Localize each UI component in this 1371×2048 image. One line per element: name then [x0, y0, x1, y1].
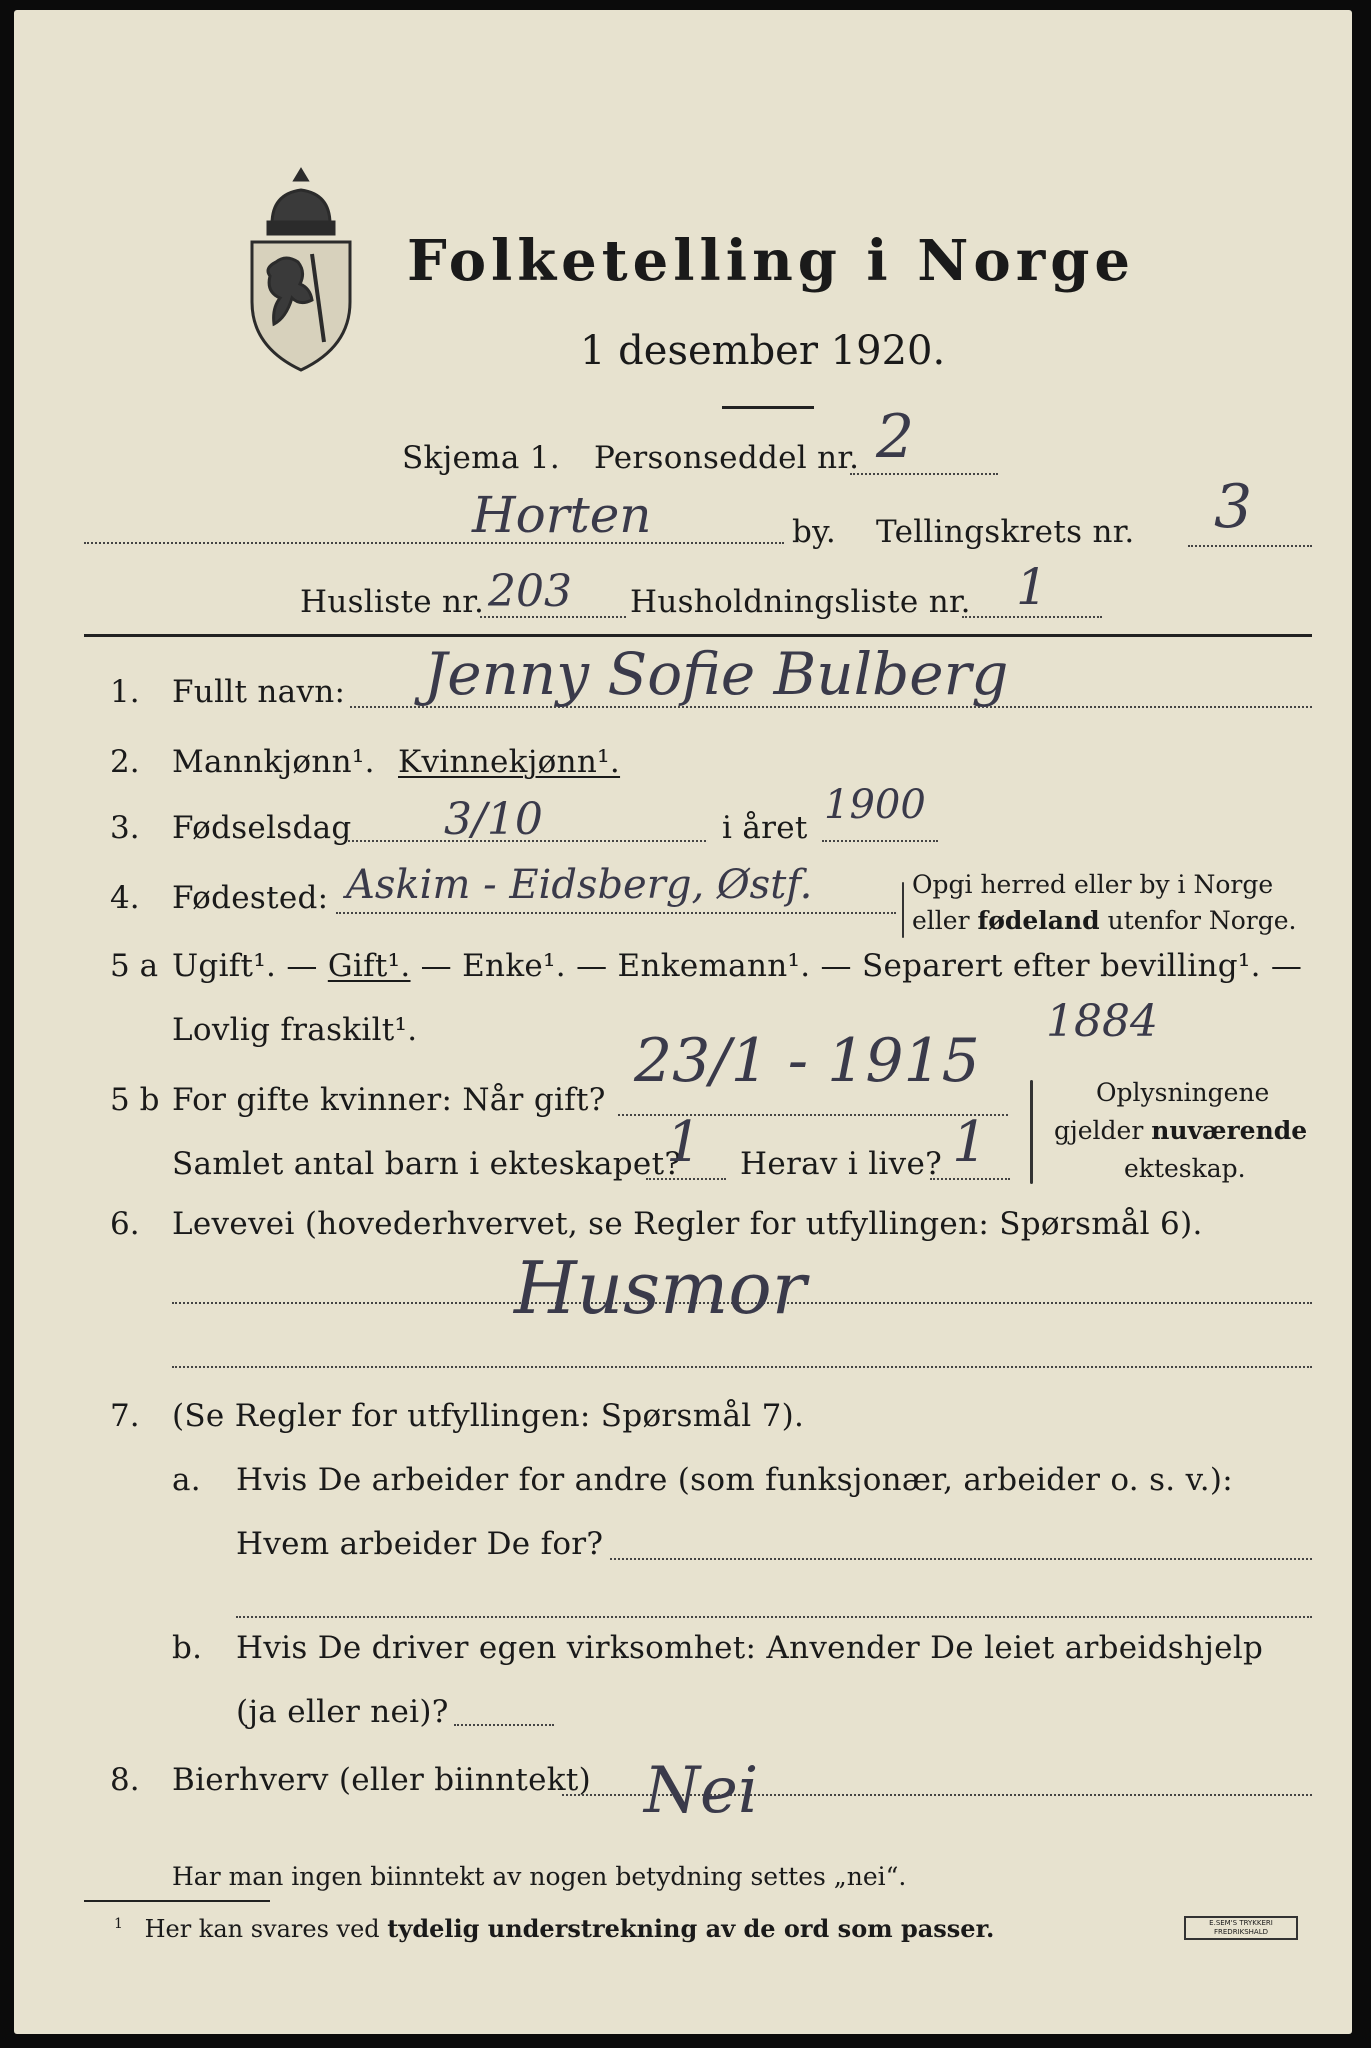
q7a-dots-2	[236, 1616, 1312, 1618]
q5a-sep1: —	[276, 948, 328, 984]
q4-note-2a: eller	[912, 906, 978, 935]
q5a-sep2: —	[410, 948, 463, 984]
husholdning-value: 1	[1016, 558, 1048, 616]
printer-stamp	[1184, 1916, 1298, 1940]
husliste-label: Husliste nr.	[300, 584, 485, 620]
q4-number: 4.	[110, 880, 140, 916]
q8-label: Bierhverv (eller biinntekt)	[172, 1762, 592, 1798]
q2-number: 2.	[110, 744, 140, 780]
q4-note-2c: utenfor Norge.	[1099, 906, 1297, 935]
q6-label: Levevei (hovederhvervet, se Regler for utfyllingen: Spørsmål 6).	[172, 1206, 1203, 1242]
q5b-note-line3: ekteskap.	[1124, 1154, 1246, 1183]
q5b-note-2b: nuværende	[1151, 1116, 1308, 1145]
census-form	[14, 10, 1352, 2034]
tellingskrets-label: Tellingskrets nr.	[876, 514, 1135, 550]
q4-value: Askim - Eidsberg, Østf.	[346, 862, 813, 908]
q8-number: 8.	[110, 1762, 140, 1798]
by-label: by.	[792, 514, 836, 550]
q3-year-value: 1900	[824, 782, 926, 828]
q5a-enke: Enke¹.	[462, 948, 566, 984]
q5b-note-line1: Oplysningene	[1096, 1078, 1270, 1107]
q2-male: Mannkjønn¹.	[172, 744, 375, 780]
tellingskrets-dots	[1188, 545, 1312, 547]
q3-day-value: 3/10	[444, 794, 543, 845]
q1-value: Jenny Sofie Bulberg	[424, 640, 1009, 708]
q3-year-dots	[822, 840, 938, 842]
city-value: Horten	[472, 486, 652, 544]
q5b-barn-value: 1	[666, 1110, 702, 1175]
q5a-ugift: Ugift¹.	[172, 948, 277, 984]
q3-label: Fødselsdag	[172, 810, 352, 846]
q4-note-line1: Opgi herred eller by i Norge	[912, 870, 1274, 899]
q5a-separert: Separert efter bevilling¹.	[861, 948, 1261, 984]
q4-dots	[336, 912, 896, 914]
q4-label: Fødested:	[172, 880, 329, 916]
schema-label: Skjema 1.	[402, 440, 560, 476]
q7-number: 7.	[110, 1398, 140, 1434]
printer-line1: E.SEM'S TRYKKERI	[1209, 1919, 1273, 1927]
q7b-question: (ja eller nei)?	[236, 1694, 449, 1730]
q8-note: Har man ingen biinntekt av nogen betydning settes „nei“.	[172, 1862, 907, 1891]
q3-year-label: i året	[722, 810, 808, 846]
q7-label: (Se Regler for utfyllingen: Spørsmål 7).	[172, 1398, 805, 1434]
q7a-question: Hvem arbeider De for?	[236, 1526, 604, 1562]
q5a-gift: Gift¹.	[327, 948, 411, 984]
q5b-gift-value: 23/1 - 1915	[634, 1026, 980, 1096]
q5a-enkemann: Enkemann¹.	[617, 948, 811, 984]
q5b-barn-label: Samlet antal barn i ekteskapet?	[172, 1146, 682, 1182]
q7b-dots	[454, 1724, 554, 1726]
q6-dots-2	[172, 1366, 1312, 1368]
tellingskrets-value: 3	[1214, 472, 1253, 542]
q5a-fraskilt: Lovlig fraskilt¹.	[172, 1012, 418, 1048]
city-dots	[84, 542, 784, 544]
q7a-letter: a.	[172, 1462, 201, 1498]
q7a-text: Hvis De arbeider for andre (som funksjonær, arbeider o. s. v.):	[236, 1462, 1234, 1498]
q5a-options	[172, 948, 1302, 984]
q7b-letter: b.	[172, 1630, 203, 1666]
q6-number: 6.	[110, 1206, 140, 1242]
form-title: Folketelling i Norge	[407, 228, 1136, 294]
q3-number: 3.	[110, 810, 140, 846]
q5a-sep4: —	[810, 948, 862, 984]
husholdning-dots	[962, 616, 1102, 618]
husholdning-label: Husholdningsliste nr.	[630, 584, 971, 620]
q4-note-2b: fødeland	[977, 906, 1100, 935]
q8-value: Nei	[644, 1754, 759, 1828]
q1-number: 1.	[110, 674, 140, 710]
husliste-value: 203	[488, 566, 572, 617]
q5a-number: 5 a	[110, 948, 159, 984]
footnote-text-b: tydelig understrekning av de ord som passer.	[387, 1914, 995, 1943]
q5b-note-line2	[1054, 1116, 1307, 1145]
q4-note-line2	[912, 906, 1296, 935]
q5b-live-dots	[930, 1178, 1010, 1180]
q5a-sep3: —	[565, 948, 618, 984]
q5b-barn-dots	[646, 1178, 726, 1180]
q5b-brace	[1030, 1080, 1033, 1184]
header-rule	[84, 634, 1312, 637]
q2-female-text: Kvinnekjønn¹.	[398, 744, 621, 780]
q5a-trailing-dash: —	[1260, 948, 1303, 984]
q6-value: Husmor	[514, 1246, 807, 1330]
q5a-margin-value: 1884	[1046, 996, 1158, 1047]
census-date: 1 desember 1920.	[580, 328, 946, 374]
q4-brace	[902, 882, 904, 938]
footnote-rule	[84, 1900, 270, 1902]
footnote-mark: 1	[114, 1916, 123, 1932]
footnote	[114, 1914, 994, 1943]
personseddel-value: 2	[876, 402, 915, 472]
q1-label: Fullt navn:	[172, 674, 346, 710]
q2-female	[398, 744, 620, 780]
coat-of-arms-icon	[242, 162, 360, 372]
printer-line2: FREDRIKSHALD	[1213, 1928, 1268, 1936]
personseddel-dots	[850, 473, 998, 475]
title-divider	[722, 406, 814, 409]
q5b-note-2a: gjelder	[1054, 1116, 1152, 1145]
q5b-live-label: Herav i live?	[740, 1146, 943, 1182]
personseddel-label: Personseddel nr.	[594, 440, 860, 476]
q5b-number: 5 b	[110, 1082, 160, 1118]
q5b-label: For gifte kvinner: Når gift?	[172, 1082, 606, 1118]
q7b-text: Hvis De driver egen virksomhet: Anvender De leiet arbeidshjelp	[236, 1630, 1264, 1666]
q5b-live-value: 1	[952, 1110, 988, 1175]
footnote-text-a: Her kan svares ved	[144, 1915, 388, 1943]
q7a-dots-1	[610, 1558, 1312, 1560]
